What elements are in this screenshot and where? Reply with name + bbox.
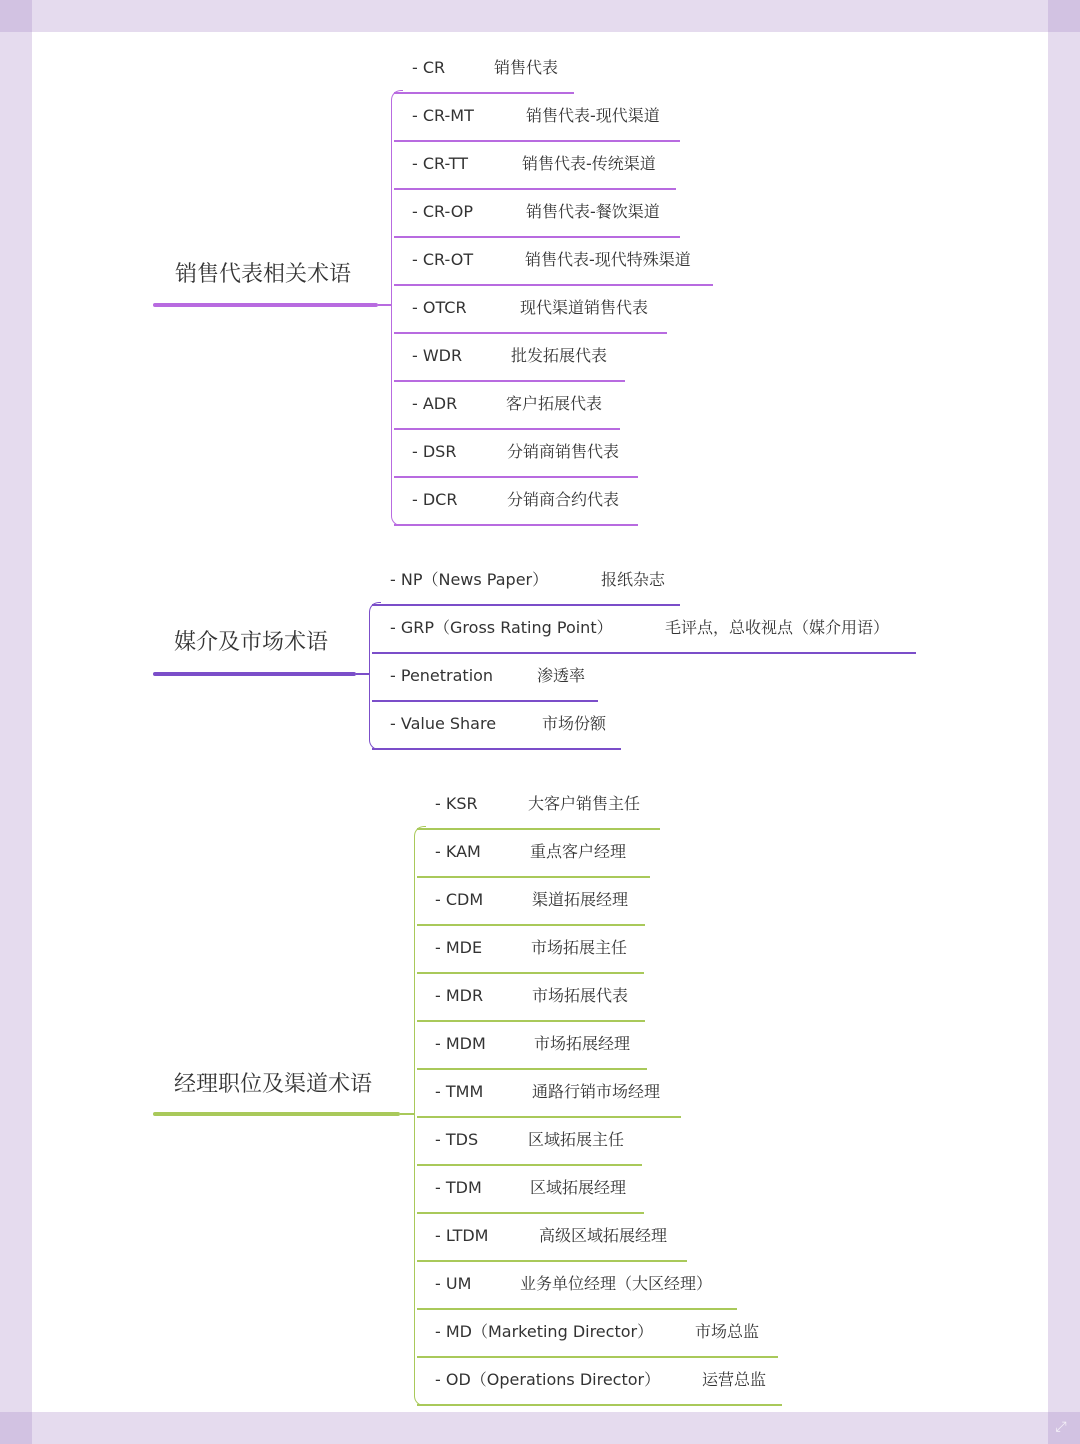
leaf-term-description: 市场总监 xyxy=(695,1322,760,1341)
leaf-term-description: 分销商合约代表 xyxy=(507,490,620,509)
expand-grip-icon: ⤢ xyxy=(1055,1419,1067,1435)
leaf-term-code: - CR-OT xyxy=(412,250,474,269)
leaf-term-description: 销售代表-传统渠道 xyxy=(522,154,656,173)
leaf-term-description: 渠道拓展经理 xyxy=(532,890,629,909)
leaf-node[interactable] xyxy=(394,490,638,538)
leaf-term-description: 市场拓展代表 xyxy=(532,986,629,1005)
frame-corner-top-left xyxy=(0,0,32,32)
leaf-term-code: - CDM xyxy=(435,890,484,909)
leaf-term-code: - KSR xyxy=(435,794,478,813)
leaf-underline xyxy=(417,876,650,878)
leaf-underline xyxy=(394,332,667,334)
leaf-node[interactable] xyxy=(372,618,916,666)
leaf-node[interactable] xyxy=(417,890,645,938)
leaf-node[interactable] xyxy=(372,666,598,714)
leaf-term-description: 区域拓展经理 xyxy=(530,1178,627,1197)
leaf-term-code: - CR-TT xyxy=(412,154,469,173)
leaf-term-code: - GRP（Gross Rating Point） xyxy=(390,618,613,637)
leaf-term-code: - DCR xyxy=(412,490,458,509)
leaf-node[interactable] xyxy=(417,1130,642,1178)
leaf-node[interactable] xyxy=(417,1370,782,1418)
leaf-term-description: 重点客户经理 xyxy=(530,842,627,861)
leaf-node[interactable] xyxy=(372,570,680,618)
leaf-underline xyxy=(394,188,676,190)
leaf-node[interactable] xyxy=(394,202,680,250)
leaf-node[interactable] xyxy=(372,714,621,762)
leaf-term-description: 渗透率 xyxy=(537,666,586,685)
leaf-underline xyxy=(417,924,645,926)
leaf-underline xyxy=(417,1164,642,1166)
branch-connector-line xyxy=(153,672,356,676)
leaf-term-code: - ADR xyxy=(412,394,458,413)
leaf-term-description: 销售代表-现代特殊渠道 xyxy=(525,250,691,269)
leaf-node[interactable] xyxy=(417,842,650,890)
leaf-node[interactable] xyxy=(394,154,676,202)
leaf-term-description: 大客户销售主任 xyxy=(528,794,641,813)
leaf-term-description: 市场拓展主任 xyxy=(531,938,628,957)
leaf-term-code: - Value Share xyxy=(390,714,497,733)
leaf-term-code: - CR-MT xyxy=(412,106,474,125)
branch-stub-line xyxy=(378,304,391,306)
leaf-underline xyxy=(372,604,680,606)
leaf-underline xyxy=(417,1308,737,1310)
leaf-node[interactable] xyxy=(417,1034,647,1082)
leaf-underline xyxy=(417,828,660,830)
leaf-term-description: 报纸杂志 xyxy=(601,570,666,589)
leaf-term-description: 区域拓展主任 xyxy=(528,1130,625,1149)
branch-connector-line xyxy=(153,303,378,307)
leaf-term-code: - DSR xyxy=(412,442,457,461)
branch-title[interactable]: 媒介及市场术语 xyxy=(174,630,329,655)
leaf-term-description: 批发拓展代表 xyxy=(511,346,608,365)
leaf-node[interactable] xyxy=(417,1082,681,1130)
leaf-underline xyxy=(372,700,598,702)
leaf-node[interactable] xyxy=(417,986,645,1034)
branch-stub-line xyxy=(400,1113,414,1115)
leaf-underline xyxy=(417,972,644,974)
leaf-term-description: 现代渠道销售代表 xyxy=(520,298,649,317)
leaf-node[interactable] xyxy=(394,106,680,154)
leaf-term-code: - LTDM xyxy=(435,1226,489,1245)
leaf-term-code: - CR-OP xyxy=(412,202,473,221)
leaf-underline xyxy=(417,1260,687,1262)
leaf-term-description: 毛评点，总收视点（媒介用语） xyxy=(665,618,890,637)
leaf-term-description: 分销商销售代表 xyxy=(507,442,620,461)
leaf-underline xyxy=(417,1356,778,1358)
leaf-node[interactable] xyxy=(394,298,667,346)
leaf-underline xyxy=(394,380,625,382)
leaf-term-description: 通路行销市场经理 xyxy=(532,1082,661,1101)
branch-stub-line xyxy=(356,673,369,675)
leaf-term-description: 运营总监 xyxy=(702,1370,767,1389)
leaf-term-code: - MD（Marketing Director） xyxy=(435,1322,654,1341)
leaf-node[interactable] xyxy=(417,938,644,986)
leaf-node[interactable] xyxy=(417,1322,778,1370)
leaf-term-code: - TDS xyxy=(435,1130,479,1149)
leaf-node[interactable] xyxy=(394,58,574,106)
leaf-node[interactable] xyxy=(394,250,713,298)
branch-connector-line xyxy=(153,1112,400,1116)
leaf-term-code: - MDM xyxy=(435,1034,486,1053)
leaf-term-code: - KAM xyxy=(435,842,481,861)
leaf-underline xyxy=(372,748,621,750)
leaf-term-description: 市场拓展经理 xyxy=(534,1034,631,1053)
leaf-underline xyxy=(394,476,638,478)
leaf-term-code: - Penetration xyxy=(390,666,494,685)
leaf-term-code: - TMM xyxy=(435,1082,484,1101)
leaf-term-description: 销售代表-现代渠道 xyxy=(526,106,660,125)
mindmap-canvas xyxy=(32,32,1048,1412)
leaf-node[interactable] xyxy=(394,394,620,442)
branch-title[interactable]: 经理职位及渠道术语 xyxy=(174,1072,373,1097)
leaf-underline xyxy=(394,236,680,238)
leaf-underline xyxy=(417,1116,681,1118)
leaf-underline xyxy=(417,1020,645,1022)
leaf-term-code: - WDR xyxy=(412,346,463,365)
leaf-underline xyxy=(417,1212,644,1214)
leaf-node[interactable] xyxy=(394,346,625,394)
leaf-term-code: - CR xyxy=(412,58,446,77)
leaf-underline xyxy=(417,1068,647,1070)
leaf-underline xyxy=(394,524,638,526)
branch-title[interactable]: 销售代表相关术语 xyxy=(175,262,352,287)
frame-corner-bottom-left xyxy=(0,1412,32,1444)
leaf-underline xyxy=(417,1404,782,1406)
leaf-term-description: 客户拓展代表 xyxy=(506,394,603,413)
leaf-node[interactable] xyxy=(417,1178,644,1226)
leaf-term-code: - TDM xyxy=(435,1178,482,1197)
leaf-term-description: 业务单位经理（大区经理） xyxy=(520,1274,713,1293)
leaf-underline xyxy=(394,284,713,286)
frame-corner-bottom-right xyxy=(1048,1412,1080,1444)
leaf-term-description: 销售代表 xyxy=(494,58,559,77)
leaf-node[interactable] xyxy=(417,794,660,842)
leaf-underline xyxy=(394,140,680,142)
leaf-node[interactable] xyxy=(417,1226,687,1274)
leaf-node[interactable] xyxy=(417,1274,737,1322)
leaf-term-description: 高级区域拓展经理 xyxy=(539,1226,668,1245)
leaf-underline xyxy=(394,92,574,94)
leaf-term-code: - UM xyxy=(435,1274,472,1293)
leaf-term-code: - MDR xyxy=(435,986,484,1005)
leaf-term-description: 销售代表-餐饮渠道 xyxy=(526,202,660,221)
frame-corner-top-right xyxy=(1048,0,1080,32)
leaf-term-code: - OTCR xyxy=(412,298,467,317)
leaf-term-code: - MDE xyxy=(435,938,483,957)
leaf-term-description: 市场份额 xyxy=(542,714,607,733)
leaf-node[interactable] xyxy=(394,442,638,490)
leaf-underline xyxy=(372,652,916,654)
leaf-underline xyxy=(394,428,620,430)
leaf-term-code: - OD（Operations Director） xyxy=(435,1370,661,1389)
leaf-term-code: - NP（News Paper） xyxy=(390,570,549,589)
